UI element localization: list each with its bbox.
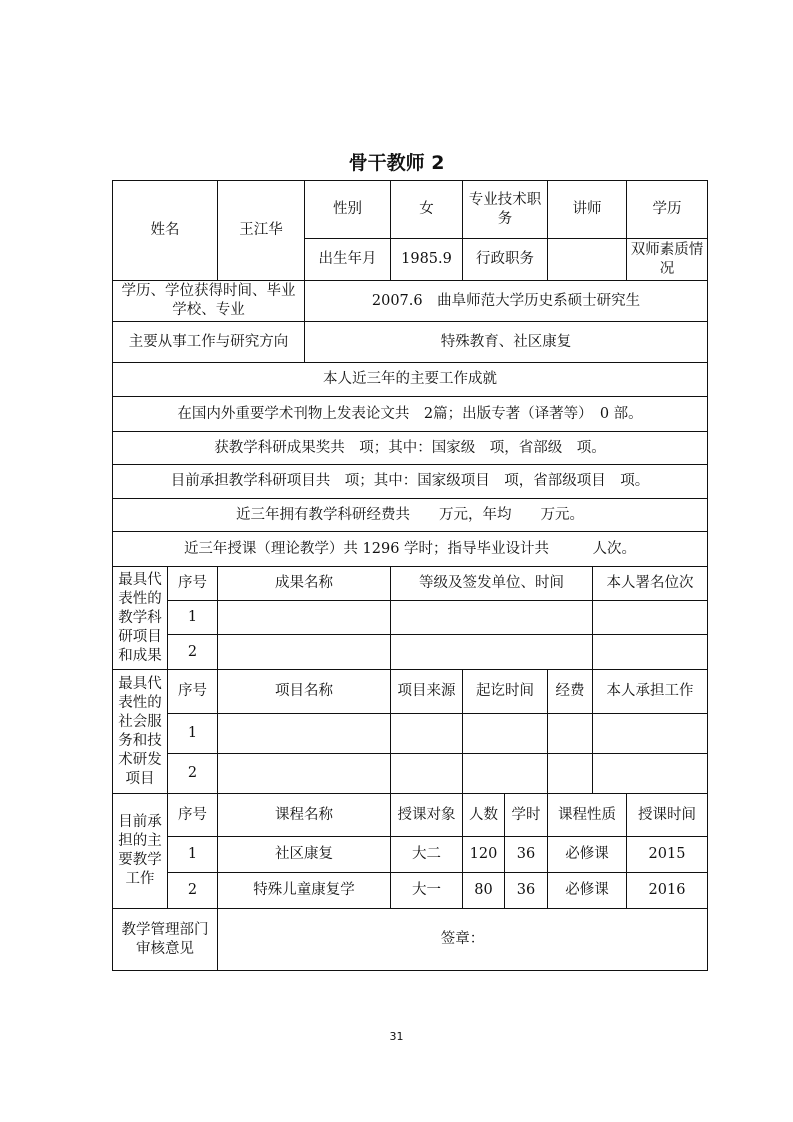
table-cell: 社区康复 <box>218 837 391 873</box>
table-cell <box>391 754 463 794</box>
admin-title-value <box>548 239 627 281</box>
achievement-teaching-hours: 近三年授课（理论教学）共 1296 学时；指导毕业设计共 人次。 <box>113 532 708 567</box>
table-cell <box>218 754 391 794</box>
table-cell: 必修课 <box>548 873 627 909</box>
page-title: 骨干教师 2 <box>348 152 445 174</box>
achievement-projects: 目前承担教学科研项目共 项；其中：国家级项目 项，省部级项目 项。 <box>113 465 708 499</box>
table-cell <box>593 754 708 794</box>
table-cell <box>391 601 593 635</box>
table-cell: 36 <box>505 873 548 909</box>
table-header: 等级及签发单位、时间 <box>391 567 593 601</box>
achievement-funding: 近三年拥有教学科研经费共 万元，年均 万元。 <box>113 499 708 532</box>
table-cell <box>548 714 593 754</box>
degree-value: 2007.6 曲阜师范大学历史系硕士研究生 <box>305 281 708 322</box>
table-header: 课程性质 <box>548 794 627 837</box>
table-header: 序号 <box>168 670 218 714</box>
table-header: 课程名称 <box>218 794 391 837</box>
tech-title-value: 讲师 <box>548 181 627 239</box>
table-cell <box>593 601 708 635</box>
table-header: 授课对象 <box>391 794 463 837</box>
dual-qualification-label: 双师素质情况 <box>627 239 708 281</box>
table-cell <box>218 635 391 670</box>
table-header: 经费 <box>548 670 593 714</box>
table-cell: 2 <box>168 635 218 670</box>
table-cell: 1 <box>168 837 218 873</box>
page-number: 31 <box>389 1030 404 1043</box>
table-header: 序号 <box>168 794 218 837</box>
table-cell: 80 <box>463 873 505 909</box>
table-cell: 1 <box>168 601 218 635</box>
table-header: 序号 <box>168 567 218 601</box>
table-cell: 120 <box>463 837 505 873</box>
table-cell: 2016 <box>627 873 708 909</box>
table-cell <box>218 601 391 635</box>
table-header: 项目名称 <box>218 670 391 714</box>
table-header: 成果名称 <box>218 567 391 601</box>
research-direction-value: 特殊教育、社区康复 <box>305 322 708 363</box>
table-cell: 2015 <box>627 837 708 873</box>
gender-label: 性别 <box>305 181 391 239</box>
service-projects-label: 最具代表性的社会服务和技术研发项目 <box>113 670 168 794</box>
gender-value: 女 <box>391 181 463 239</box>
achievements-header: 本人近三年的主要工作成就 <box>113 363 708 397</box>
table-header: 本人署名位次 <box>593 567 708 601</box>
table-cell <box>218 714 391 754</box>
table-cell: 36 <box>505 837 548 873</box>
table-cell: 1 <box>168 714 218 754</box>
name-label: 姓名 <box>113 181 218 281</box>
review-label: 教学管理部门审核意见 <box>113 909 218 971</box>
table-cell <box>593 714 708 754</box>
achievement-awards: 获教学科研成果奖共 项；其中：国家级 项，省部级 项。 <box>113 432 708 465</box>
table-header: 人数 <box>463 794 505 837</box>
table-cell <box>593 635 708 670</box>
signature-area <box>218 909 708 971</box>
table-cell: 必修课 <box>548 837 627 873</box>
table-cell: 2 <box>168 754 218 794</box>
table-header: 项目来源 <box>391 670 463 714</box>
table-cell: 2 <box>168 873 218 909</box>
table-cell: 大二 <box>391 837 463 873</box>
table-cell: 大一 <box>391 873 463 909</box>
teacher-info-form <box>112 180 708 971</box>
research-results-label: 最具代表性的教学科研项目和成果 <box>113 567 168 670</box>
table-cell: 特殊儿童康复学 <box>218 873 391 909</box>
table-cell <box>548 754 593 794</box>
table-header: 本人承担工作 <box>593 670 708 714</box>
table-header: 起讫时间 <box>463 670 548 714</box>
admin-title-label: 行政职务 <box>463 239 548 281</box>
teaching-label: 目前承担的主要教学工作 <box>113 794 168 909</box>
table-header: 授课时间 <box>627 794 708 837</box>
table-cell <box>463 754 548 794</box>
name-value: 王江华 <box>218 181 305 281</box>
birth-label: 出生年月 <box>305 239 391 281</box>
table-cell <box>463 714 548 754</box>
signature-label: 签章： <box>440 931 485 947</box>
research-direction-label: 主要从事工作与研究方向 <box>113 322 305 363</box>
education-label: 学历 <box>627 181 708 239</box>
table-header: 学时 <box>505 794 548 837</box>
birth-value: 1985.9 <box>391 239 463 281</box>
table-cell <box>391 714 463 754</box>
degree-label: 学历、学位获得时间、毕业学校、专业 <box>113 281 305 322</box>
table-cell <box>391 635 593 670</box>
achievement-papers: 在国内外重要学术刊物上发表论文共 2篇；出版专著（译著等） 0 部。 <box>113 397 708 432</box>
tech-title-label: 专业技术职务 <box>463 181 548 239</box>
